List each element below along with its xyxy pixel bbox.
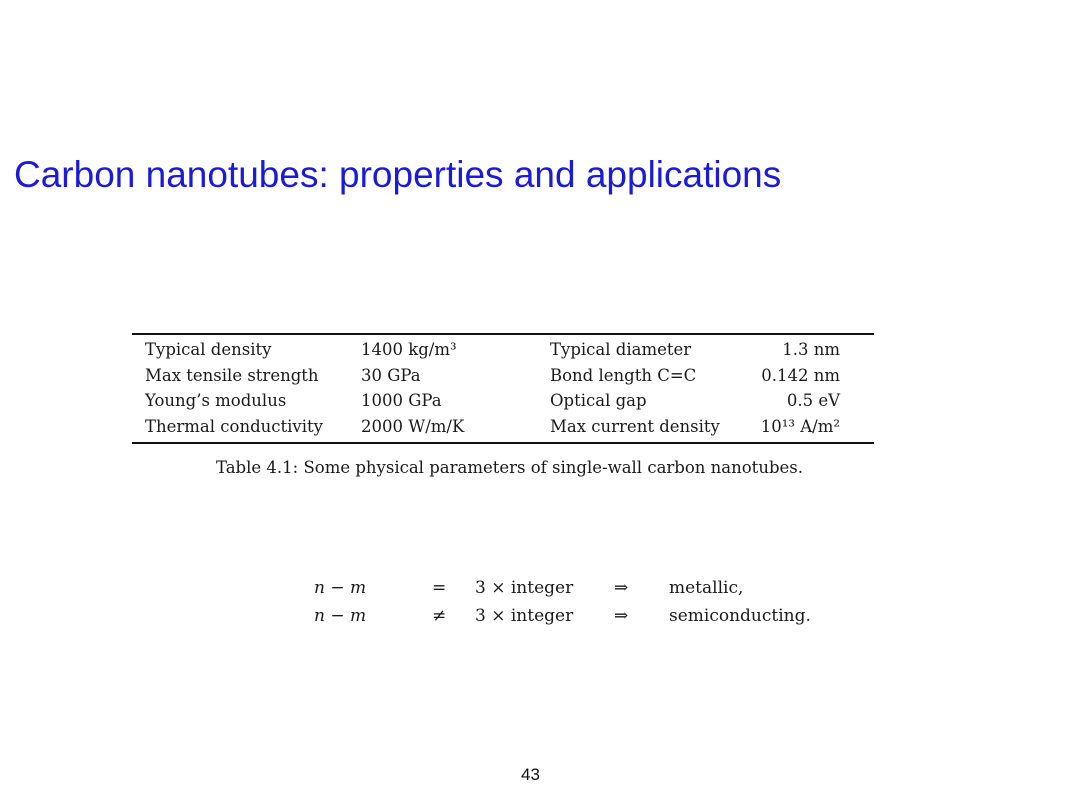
equation-lhs: n − m: [314, 578, 367, 598]
property-name: Optical gap: [550, 391, 647, 410]
table-row: [132, 337, 874, 363]
property-value: 30 GPa: [361, 365, 421, 385]
table-caption: Table 4.1: Some physical parameters of single-wall carbon nanotubes.: [216, 458, 803, 477]
property-value: 2000 W/m/K: [361, 416, 465, 436]
property-value: 1.3 nm: [782, 340, 840, 359]
property-value: 1400 kg/m³: [361, 340, 457, 359]
equation-metallic: [314, 578, 874, 604]
property-name: Young’s modulus: [145, 391, 287, 410]
property-value: 0.5 eV: [786, 391, 840, 410]
not-equals-symbol: ≠: [432, 606, 447, 626]
equation-result: semiconducting.: [669, 606, 811, 626]
table-row: [132, 363, 874, 389]
equation-rhs: 3 × integer: [475, 578, 574, 598]
equals-symbol: =: [432, 578, 447, 598]
page-number: 43: [521, 765, 540, 784]
property-name: Typical diameter: [550, 340, 692, 359]
implies-arrow-icon: ⇒: [614, 578, 629, 598]
equation-result: metallic,: [669, 578, 744, 598]
slide-title: Carbon nanotubes: properties and applications: [14, 154, 782, 195]
table-row: [132, 414, 874, 440]
properties-table: [132, 333, 874, 444]
equation-semiconducting: [314, 606, 874, 632]
equation-rhs: 3 × integer: [475, 606, 574, 626]
property-name: Max current density: [550, 416, 720, 436]
property-value: 1000 GPa: [361, 391, 442, 410]
property-name: Bond length C=C: [550, 365, 697, 385]
property-name: Typical density: [145, 340, 272, 359]
implies-arrow-icon: ⇒: [614, 606, 629, 626]
equation-lhs: n − m: [314, 606, 367, 626]
property-name: Thermal conductivity: [145, 416, 323, 436]
property-value: 0.142 nm: [761, 365, 840, 385]
property-value: 10¹³ A/m²: [760, 416, 840, 436]
table-row: [132, 388, 874, 414]
property-name: Max tensile strength: [145, 365, 319, 385]
